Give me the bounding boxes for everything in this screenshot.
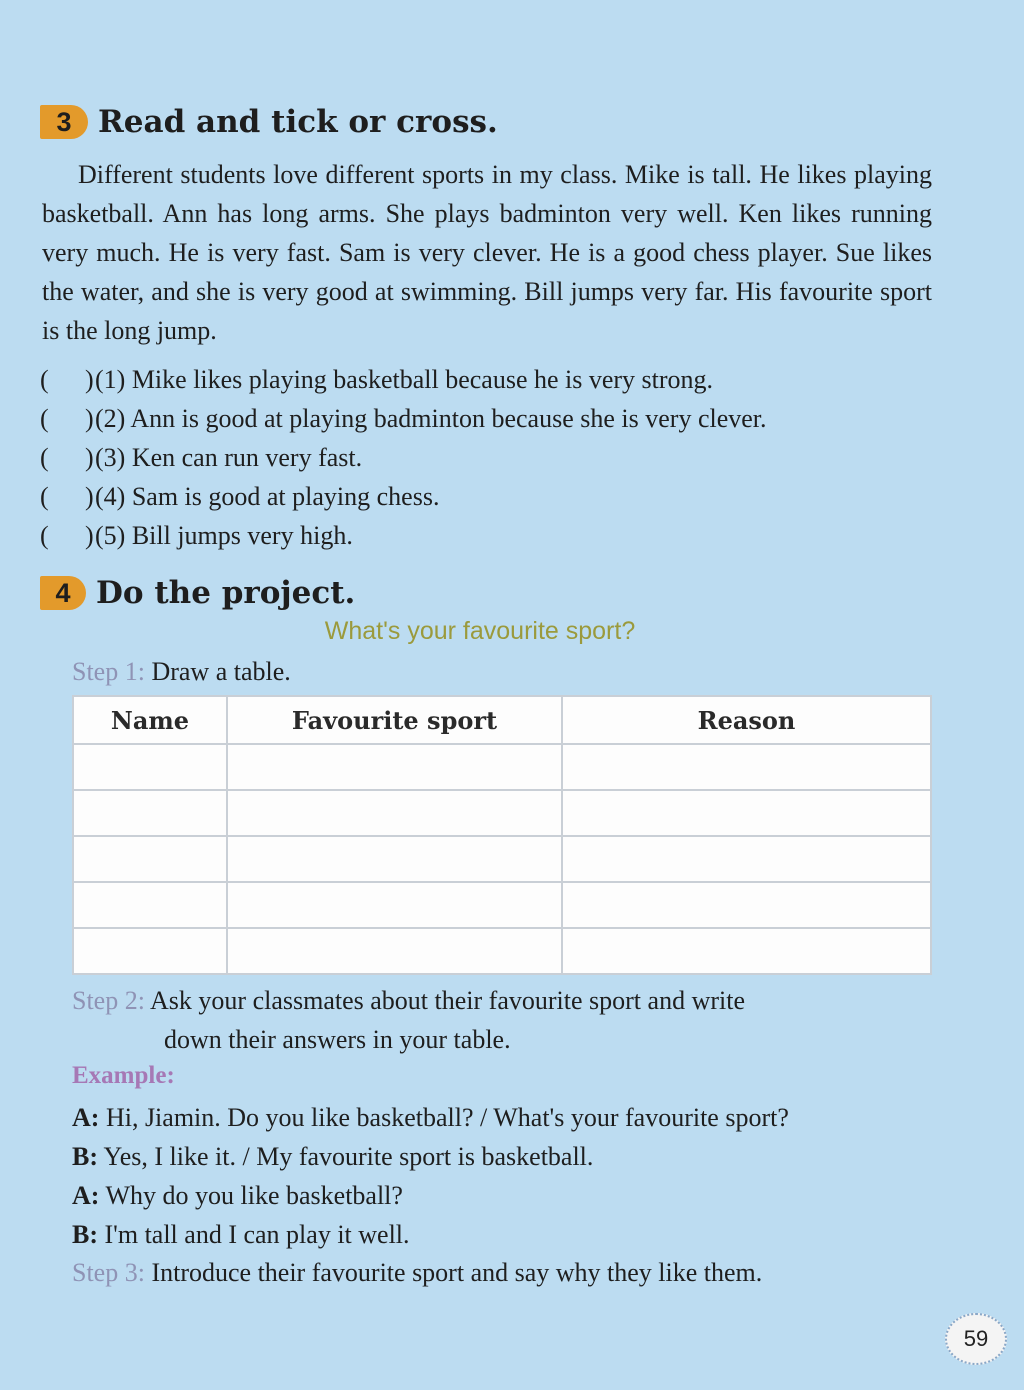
question-item: [40, 360, 940, 399]
table-row: [73, 744, 931, 790]
step-text-continued: down their answers in your table.: [164, 1025, 511, 1054]
example-dialog: [72, 1098, 789, 1254]
section-title: Do the project.: [96, 575, 356, 611]
step-text: Draw a table.: [151, 657, 291, 686]
table-cell[interactable]: [73, 744, 227, 790]
table-header-row: [73, 696, 931, 744]
answer-blank[interactable]: ( ): [40, 482, 94, 511]
section-4-heading: [40, 575, 355, 611]
dialog-text: Hi, Jiamin. Do you like basketball? / What's your favourite sport?: [105, 1103, 789, 1132]
answer-blank[interactable]: ( ): [40, 521, 94, 550]
speaker-label: A:: [72, 1181, 100, 1210]
table-cell[interactable]: [73, 882, 227, 928]
table-cell[interactable]: [562, 744, 931, 790]
page-number: 59: [945, 1313, 1007, 1365]
step-2: [72, 981, 932, 1059]
dialog-line: [72, 1215, 789, 1254]
table-cell[interactable]: [562, 790, 931, 836]
speaker-label: B:: [72, 1220, 98, 1249]
project-subtitle: What's your favourite sport?: [324, 617, 636, 645]
question-item: [40, 477, 940, 516]
table-cell[interactable]: [562, 882, 931, 928]
answer-blank[interactable]: ( ): [40, 365, 94, 394]
table-cell[interactable]: [73, 790, 227, 836]
answer-blank[interactable]: ( ): [40, 404, 94, 433]
dialog-line: [72, 1176, 789, 1215]
question-text: (2) Ann is good at playing badminton because she is very clever.: [95, 404, 767, 433]
section-title: Read and tick or cross.: [98, 104, 498, 140]
step-label: Step 2:: [72, 986, 145, 1015]
step-text: Ask your classmates about their favourite sport and write: [150, 986, 745, 1015]
dialog-text: Yes, I like it. / My favourite sport is basketball.: [103, 1142, 594, 1171]
table-cell[interactable]: [227, 790, 562, 836]
speaker-label: A:: [72, 1103, 100, 1132]
table-cell[interactable]: [562, 836, 931, 882]
answer-blank[interactable]: ( ): [40, 443, 94, 472]
question-item: [40, 438, 940, 477]
dialog-line: [72, 1137, 789, 1176]
question-item: [40, 516, 940, 555]
question-text: (4) Sam is good at playing chess.: [95, 482, 440, 511]
table-cell[interactable]: [73, 836, 227, 882]
table-cell[interactable]: [227, 882, 562, 928]
table-row: [73, 882, 931, 928]
question-item: [40, 399, 940, 438]
table-cell[interactable]: [73, 928, 227, 974]
column-header-favourite-sport: Favourite sport: [227, 696, 562, 744]
question-text: (3) Ken can run very fast.: [95, 443, 363, 472]
table-cell[interactable]: [227, 836, 562, 882]
table-row: [73, 928, 931, 974]
survey-table: [72, 695, 932, 975]
step-label: Step 3:: [72, 1258, 145, 1287]
question-list: [40, 360, 940, 555]
table-cell[interactable]: [562, 928, 931, 974]
column-header-reason: Reason: [562, 696, 931, 744]
table-cell[interactable]: [227, 744, 562, 790]
table-cell[interactable]: [227, 928, 562, 974]
step-text: Introduce their favourite sport and say why they like them.: [151, 1258, 763, 1287]
section-3-heading: [40, 104, 498, 140]
dialog-line: [72, 1098, 789, 1137]
section-number-badge: 4: [40, 576, 86, 610]
section-number-badge: 3: [40, 105, 88, 139]
speaker-label: B:: [72, 1142, 98, 1171]
question-text: (5) Bill jumps very high.: [95, 521, 353, 550]
reading-passage: Different students love different sports in my class. Mike is tall. He likes playing basketball. Ann has long arms. She plays badminton very well. Ken likes running very much. He is very fast. Sam is very clever. He is a good chess player. Sue likes the water, and she is very good at swimming. Bill jumps very far. His favourite sport is the long jump.: [42, 160, 932, 345]
example-label: Example:: [72, 1062, 175, 1089]
step-1: [72, 652, 291, 691]
step-3: [72, 1253, 952, 1292]
question-text: (1) Mike likes playing basketball because he is very strong.: [95, 365, 714, 394]
table-row: [73, 790, 931, 836]
column-header-name: Name: [73, 696, 227, 744]
step-label: Step 1:: [72, 657, 145, 686]
dialog-text: Why do you like basketball?: [105, 1181, 403, 1210]
table-row: [73, 836, 931, 882]
dialog-text: I'm tall and I can play it well.: [104, 1220, 410, 1249]
